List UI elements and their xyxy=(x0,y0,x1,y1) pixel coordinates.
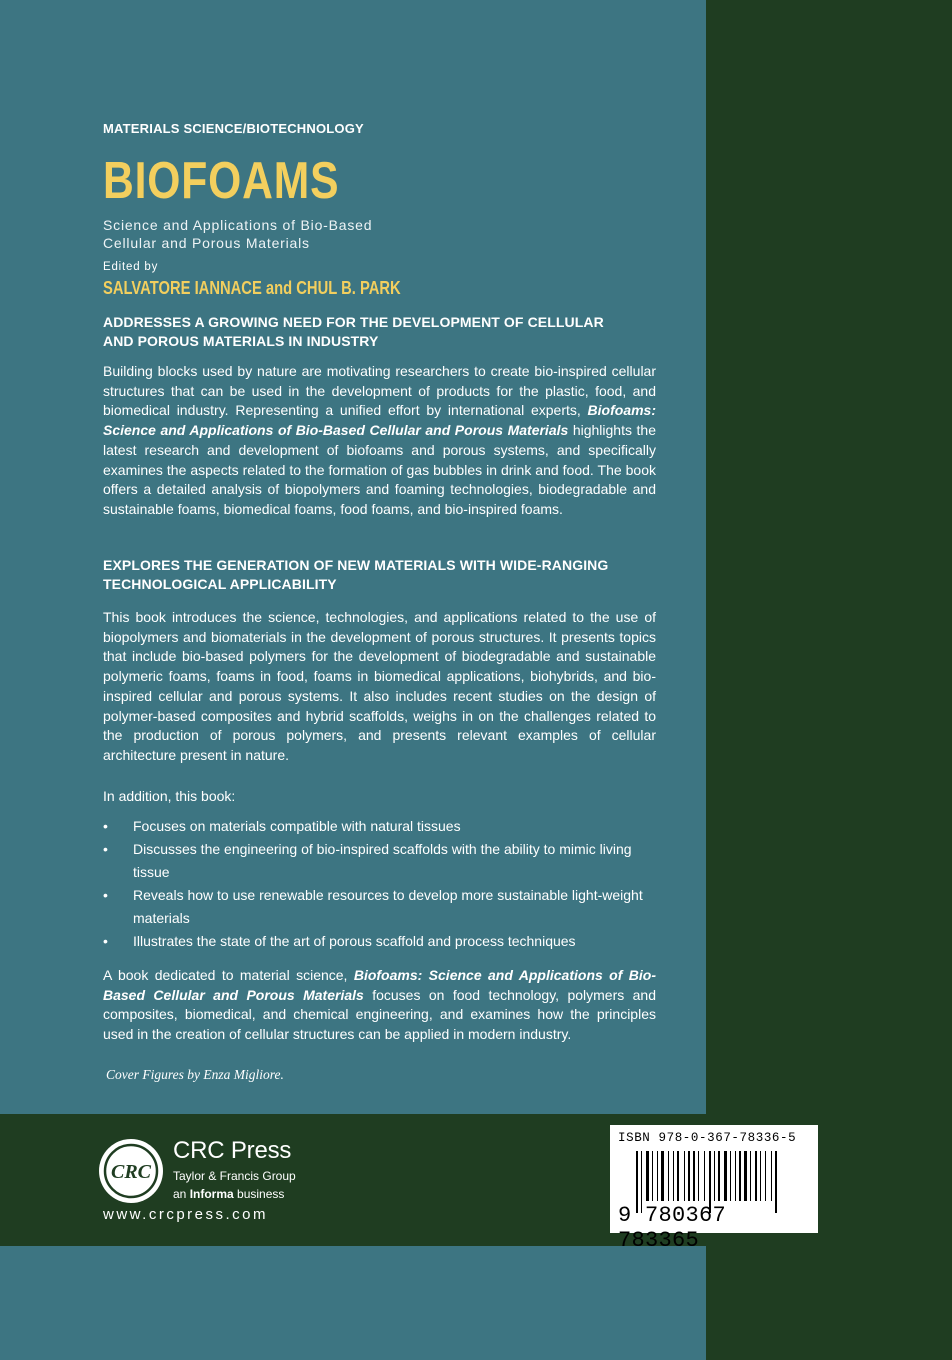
description-paragraph: Building blocks used by nature are motivating researchers to create bio-inspired cellular structures that can be used in the development of products for the plastic, food, and biomedical industry. Representing a unified effort by international experts, Biofoams: Science and Applications of Bio-Based Cellular and Porous Materials highlights the latest research and development of biofoams and porous systems, and specifically examines the aspects related to the formation of gas bubbles in drink and food. The book offers a detailed analysis of biopolymers and foaming technologies, biodegradable and sustainable foams, biomedical foams, food foams, and bio-inspired foams. xyxy=(103,363,656,517)
barcode-bar xyxy=(688,1151,690,1201)
barcode-bar xyxy=(760,1151,761,1201)
barcode-bar xyxy=(739,1151,741,1201)
barcode-bar xyxy=(698,1151,699,1201)
cover-credit: Cover Figures by Enza Migliore. xyxy=(106,1067,284,1082)
barcode-bar xyxy=(646,1151,649,1201)
list-item: • Reveals how to use renewable resources to develop more sustainable light-weight materials xyxy=(103,887,643,926)
isbn-barcode xyxy=(610,1125,818,1253)
barcode-bar xyxy=(750,1151,751,1201)
edited-by-label: Edited by xyxy=(103,261,159,273)
description-paragraph: A book dedicated to material science, Biofoams: Science and Applications of Bio-Based Cellular and Porous Materials focuses on food technology, polymers and composites, biomedical, and chemical engineering, and examines how the principles used in the creation of cellular structures can be applied in modern industry. xyxy=(103,967,656,1043)
crc-logo-icon xyxy=(98,1138,164,1204)
section-heading xyxy=(103,556,643,594)
publisher-business: an Informa business xyxy=(173,1187,285,1201)
barcode-bar xyxy=(730,1151,731,1201)
barcode-bar xyxy=(652,1151,653,1201)
barcode-bar xyxy=(684,1151,685,1201)
barcode-bar xyxy=(718,1151,720,1201)
barcode-bar xyxy=(744,1151,747,1201)
barcode-bar xyxy=(673,1151,674,1201)
editors-names: SALVATORE IANNACE and CHUL B. PARK xyxy=(103,278,401,298)
barcode-bar xyxy=(668,1151,669,1201)
barcode-bar xyxy=(724,1151,727,1201)
barcode-bar xyxy=(765,1151,766,1201)
barcode-bar xyxy=(735,1151,736,1201)
barcode-bar xyxy=(657,1151,658,1201)
publisher-group: Taylor & Francis Group xyxy=(173,1169,296,1183)
book-title-inline: Biofoams: Science and Applications of Bio-Based Cellular and Porous Materials xyxy=(103,402,656,439)
list-item: • Focuses on materials compatible with natural tissues xyxy=(103,818,461,834)
heading-line: TECHNOLOGICAL APPLICABILITY xyxy=(103,576,337,592)
barcode-bar xyxy=(771,1151,772,1201)
barcode-bar xyxy=(714,1151,715,1201)
heading-line: ADDRESSES A GROWING NEED FOR THE DEVELOPMENT OF CELLULAR xyxy=(103,314,604,330)
book-title: BIOFOAMS xyxy=(103,152,340,210)
heading-line: EXPLORES THE GENERATION OF NEW MATERIALS WITH WIDE-RANGING xyxy=(103,557,609,573)
subtitle-line: Science and Applications of Bio-Based xyxy=(103,217,373,233)
barcode-bar xyxy=(661,1151,664,1201)
book-subtitle xyxy=(103,216,656,252)
list-item: • Illustrates the state of the art of porous scaffold and process techniques xyxy=(103,933,576,949)
barcode-bar xyxy=(693,1151,695,1201)
description-paragraph: This book introduces the science, technologies, and applications related to the use of biopolymers and biomaterials in the development of porous structures. It presents topics that include bio-based polymers for the development of biodegradable and sustainable polymeric foams, foams in food, foams in biomedical applications, biohybrids, and bio-inspired cellular and porous systems. It also includes recent studies on the design of polymer-based composites and hybrid scaffolds, weighs in on the challenges related to the production of porous polymers, and presents relevant examples of cellular architecture present in nature. xyxy=(103,609,656,763)
crc-logo-text: CRC xyxy=(110,1161,152,1183)
heading-line: AND POROUS MATERIALS IN INDUSTRY xyxy=(103,333,379,349)
list-intro: In addition, this book: xyxy=(103,788,236,804)
category-label: MATERIALS SCIENCE/BIOTECHNOLOGY xyxy=(103,121,364,136)
list-item: • Discusses the engineering of bio-inspired scaffolds with the ability to mimic living tissue xyxy=(103,841,632,880)
publisher-name: CRC Press xyxy=(173,1137,292,1164)
isbn-label: ISBN 978-0-367-78336-5 xyxy=(618,1131,797,1145)
feature-list xyxy=(103,815,656,953)
barcode-bar xyxy=(677,1151,679,1201)
barcode-number: 9 780367 783365 xyxy=(618,1203,727,1253)
subtitle-line: Cellular and Porous Materials xyxy=(103,235,310,251)
section-heading xyxy=(103,313,623,351)
publisher-website: www.crcpress.com xyxy=(103,1206,269,1223)
barcode-bar xyxy=(704,1151,705,1201)
barcode-bar xyxy=(755,1151,757,1201)
book-title-inline: Biofoams: Science and Applications of Bio-Based Cellular and Porous Materials xyxy=(103,967,656,1003)
